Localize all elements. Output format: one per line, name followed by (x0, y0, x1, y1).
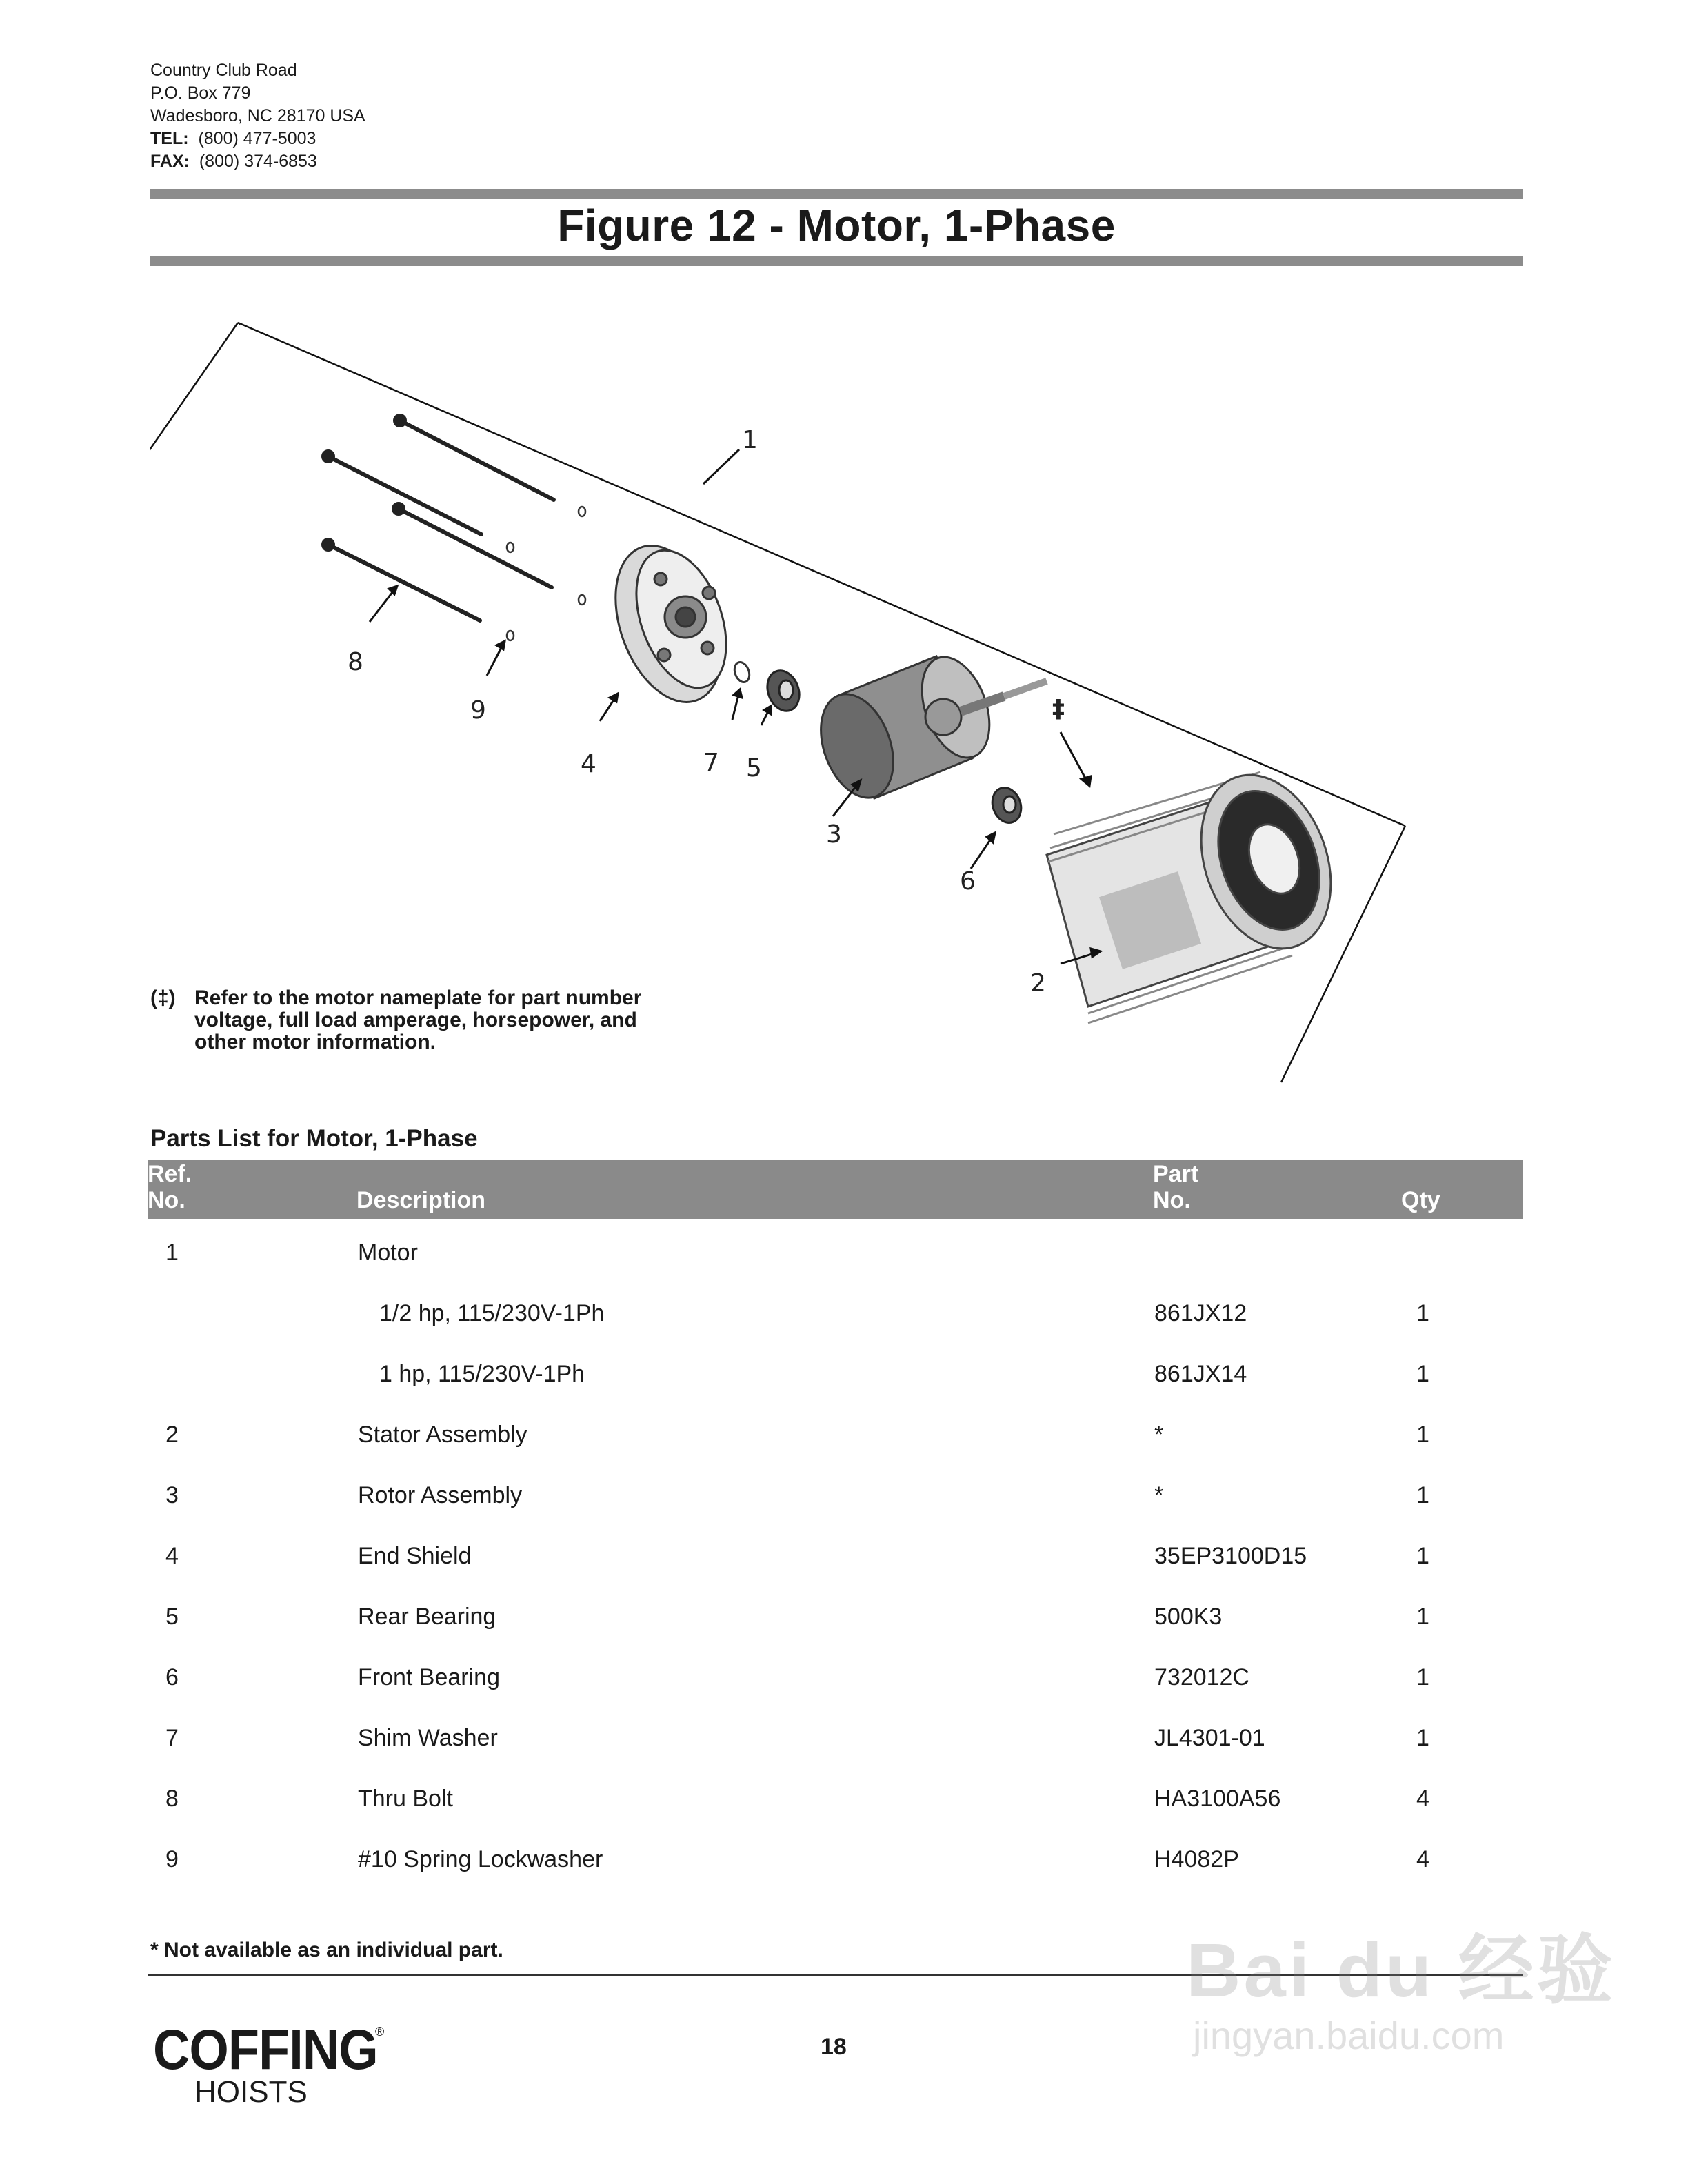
cell-part: 35EP3100D15 (1154, 1543, 1307, 1569)
address-line-3: Wadesboro, NC 28170 USA (150, 106, 365, 125)
cell-ref: 6 (165, 1664, 179, 1690)
thru-bolts (323, 416, 554, 620)
address-fax (150, 150, 365, 173)
cell-qty: 1 (1416, 1422, 1429, 1448)
callout-5: 5 (746, 754, 762, 782)
note-line-3: other motor information. (194, 1031, 436, 1053)
callout-double-dagger: ‡ (1052, 695, 1065, 723)
logo-subtitle: HOISTS (194, 2075, 308, 2109)
header-ref-top: Ref. (148, 1161, 192, 1187)
cell-description: 1 hp, 115/230V-1Ph (379, 1361, 585, 1387)
lockwashers (507, 507, 585, 640)
parts-table-header (148, 1160, 1523, 1219)
logo-brand: COFFING (153, 2019, 378, 2081)
front-bearing (987, 784, 1025, 827)
table-row (148, 1652, 1523, 1712)
cell-qty: 1 (1416, 1664, 1429, 1690)
shim-washer (732, 660, 752, 684)
callout-6: 6 (960, 867, 976, 896)
cell-qty: 4 (1416, 1786, 1429, 1812)
callout-8: 8 (348, 648, 363, 676)
nameplate-note (150, 987, 641, 1053)
table-row (148, 1348, 1523, 1409)
watermark-line-2: jingyan.baidu.com (1193, 2014, 1505, 2057)
cell-description: Front Bearing (358, 1664, 500, 1690)
table-row (148, 1712, 1523, 1773)
callout-4: 4 (581, 750, 596, 778)
cell-ref: 5 (165, 1604, 179, 1630)
header-description: Description (356, 1187, 486, 1213)
cell-part: * (1154, 1422, 1164, 1448)
header-ref-bottom: No. (148, 1187, 185, 1213)
cell-part: 861JX12 (1154, 1300, 1247, 1326)
cell-description: Rear Bearing (358, 1604, 496, 1630)
header-part-bottom: No. (1153, 1187, 1191, 1213)
header-part-top: Part (1153, 1161, 1199, 1187)
table-row (148, 1591, 1523, 1652)
end-shield (596, 531, 743, 717)
cell-qty: 1 (1416, 1482, 1429, 1508)
note-line-1: Refer to the motor nameplate for part number (194, 987, 642, 1009)
table-row (148, 1470, 1523, 1530)
cell-qty: 4 (1416, 1846, 1429, 1872)
cell-description: Motor (358, 1240, 418, 1266)
parts-list-title: Parts List for Motor, 1-Phase (150, 1125, 478, 1152)
cell-qty: 1 (1416, 1361, 1429, 1387)
cell-description: Shim Washer (358, 1725, 498, 1751)
cell-part: 861JX14 (1154, 1361, 1247, 1387)
stator-assembly (1047, 757, 1354, 1023)
callout-2: 2 (1030, 969, 1046, 998)
header-qty: Qty (1401, 1187, 1440, 1213)
table-row (148, 1409, 1523, 1470)
cell-part: 732012C (1154, 1664, 1250, 1690)
cell-description: Thru Bolt (358, 1786, 453, 1812)
title-rule-bottom (150, 256, 1523, 266)
watermark-line-1: Bai du 经验 (1186, 1928, 1616, 2013)
cell-qty: 1 (1416, 1725, 1429, 1751)
cell-description: #10 Spring Lockwasher (358, 1846, 603, 1872)
cell-ref: 8 (165, 1786, 179, 1812)
cell-description: 1/2 hp, 115/230V-1Ph (379, 1300, 605, 1326)
rotor-assembly (807, 648, 1047, 808)
cell-ref: 2 (165, 1422, 179, 1448)
cell-ref: 3 (165, 1482, 179, 1508)
note-line-2: voltage, full load amperage, horsepower, and (194, 1009, 637, 1031)
callout-1: 1 (742, 426, 758, 454)
company-address (150, 59, 365, 173)
cell-part: H4082P (1154, 1846, 1239, 1872)
address-line-2: P.O. Box 779 (150, 83, 251, 103)
cell-qty: 1 (1416, 1543, 1429, 1569)
page-number: 18 (821, 2034, 847, 2060)
coffing-hoists-logo (153, 2019, 403, 2109)
table-row (148, 1227, 1523, 1288)
cell-part: * (1154, 1482, 1164, 1508)
cell-description: Stator Assembly (358, 1422, 528, 1448)
address-tel (150, 128, 365, 150)
cell-ref: 7 (165, 1725, 179, 1751)
cell-qty: 1 (1416, 1604, 1429, 1630)
cell-part: HA3100A56 (1154, 1786, 1281, 1812)
fax-label: FAX: (150, 152, 190, 171)
parts-table-body (148, 1227, 1523, 1894)
note-symbol: (‡) (150, 987, 176, 1009)
watermark (1186, 1910, 1616, 2058)
callout-3: 3 (826, 820, 842, 849)
callout-7: 7 (703, 749, 719, 777)
logo-registered-mark: ® (375, 2025, 385, 2039)
table-row (148, 1530, 1523, 1591)
address-line-1: Country Club Road (150, 61, 297, 80)
cell-ref: 1 (165, 1240, 179, 1266)
cell-ref: 4 (165, 1543, 179, 1569)
cell-description: Rotor Assembly (358, 1482, 523, 1508)
callout-9: 9 (470, 696, 486, 725)
cell-description: End Shield (358, 1543, 472, 1569)
footnote: * Not available as an individual part. (150, 1939, 503, 1961)
table-row (148, 1288, 1523, 1348)
cell-ref: 9 (165, 1846, 179, 1872)
cell-qty: 1 (1416, 1300, 1429, 1326)
tel-number: (800) 477-5003 (198, 129, 316, 148)
table-row (148, 1834, 1523, 1894)
cell-part: 500K3 (1154, 1604, 1223, 1630)
motor-exploded-diagram (150, 303, 1460, 1096)
page-title: Figure 12 - Motor, 1-Phase (557, 201, 1116, 250)
title-rule-top (150, 189, 1523, 199)
table-row (148, 1773, 1523, 1834)
cell-part: JL4301-01 (1154, 1725, 1265, 1751)
tel-label: TEL: (150, 129, 189, 148)
fax-number: (800) 374-6853 (199, 152, 317, 171)
